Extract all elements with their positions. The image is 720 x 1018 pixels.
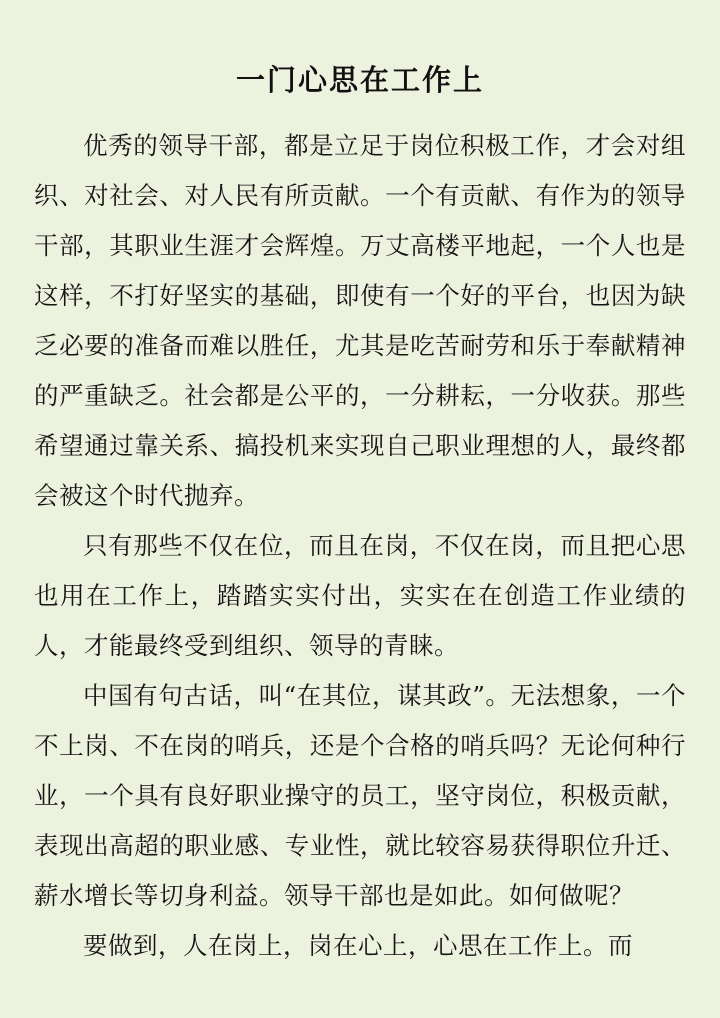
paragraph: 优秀的领导干部，都是立足于岗位积极工作，才会对组织、对社会、对人民有所贡献。一个有贡献、有作为的领导干部，其职业生涯才会辉煌。万丈高楼平地起，一个人也是这样，不打好坚实的基础，即使有一个好的平台，也因为缺乏必要的准备而难以胜任，尤其是吃苦耐劳和乐于奉献精神的严重缺乏。社会都是公平的，一分耕耘，一分收获。那些希望通过靠关系、搞投机来实现自己职业理想的人，最终都会被这个时代抛弃。 (34, 131, 686, 510)
paragraph: 只有那些不仅在位，而且在岗，不仅在岗，而且把心思也用在工作上，踏踏实实付出，实实在在创造工作业绩的人，才能最终受到组织、领导的青睐。 (34, 531, 686, 660)
page-title: 一门心思在工作上 (235, 63, 484, 97)
paragraph: 中国有句古话，叫“在其位，谋其政”。无法想象，一个不上岗、不在岗的哨兵，还是个合格的哨兵吗？无论何种行业，一个具有良好职业操守的员工，坚守岗位，积极贡献，表现出高超的职业感、专业性，就比较容易获得职位升迁、薪水增长等切身利益。领导干部也是如此。如何做呢？ (34, 681, 686, 910)
document-body (34, 121, 686, 971)
paragraph: 要做到，人在岗上，岗在心上，心思在工作上。而 (83, 931, 633, 960)
